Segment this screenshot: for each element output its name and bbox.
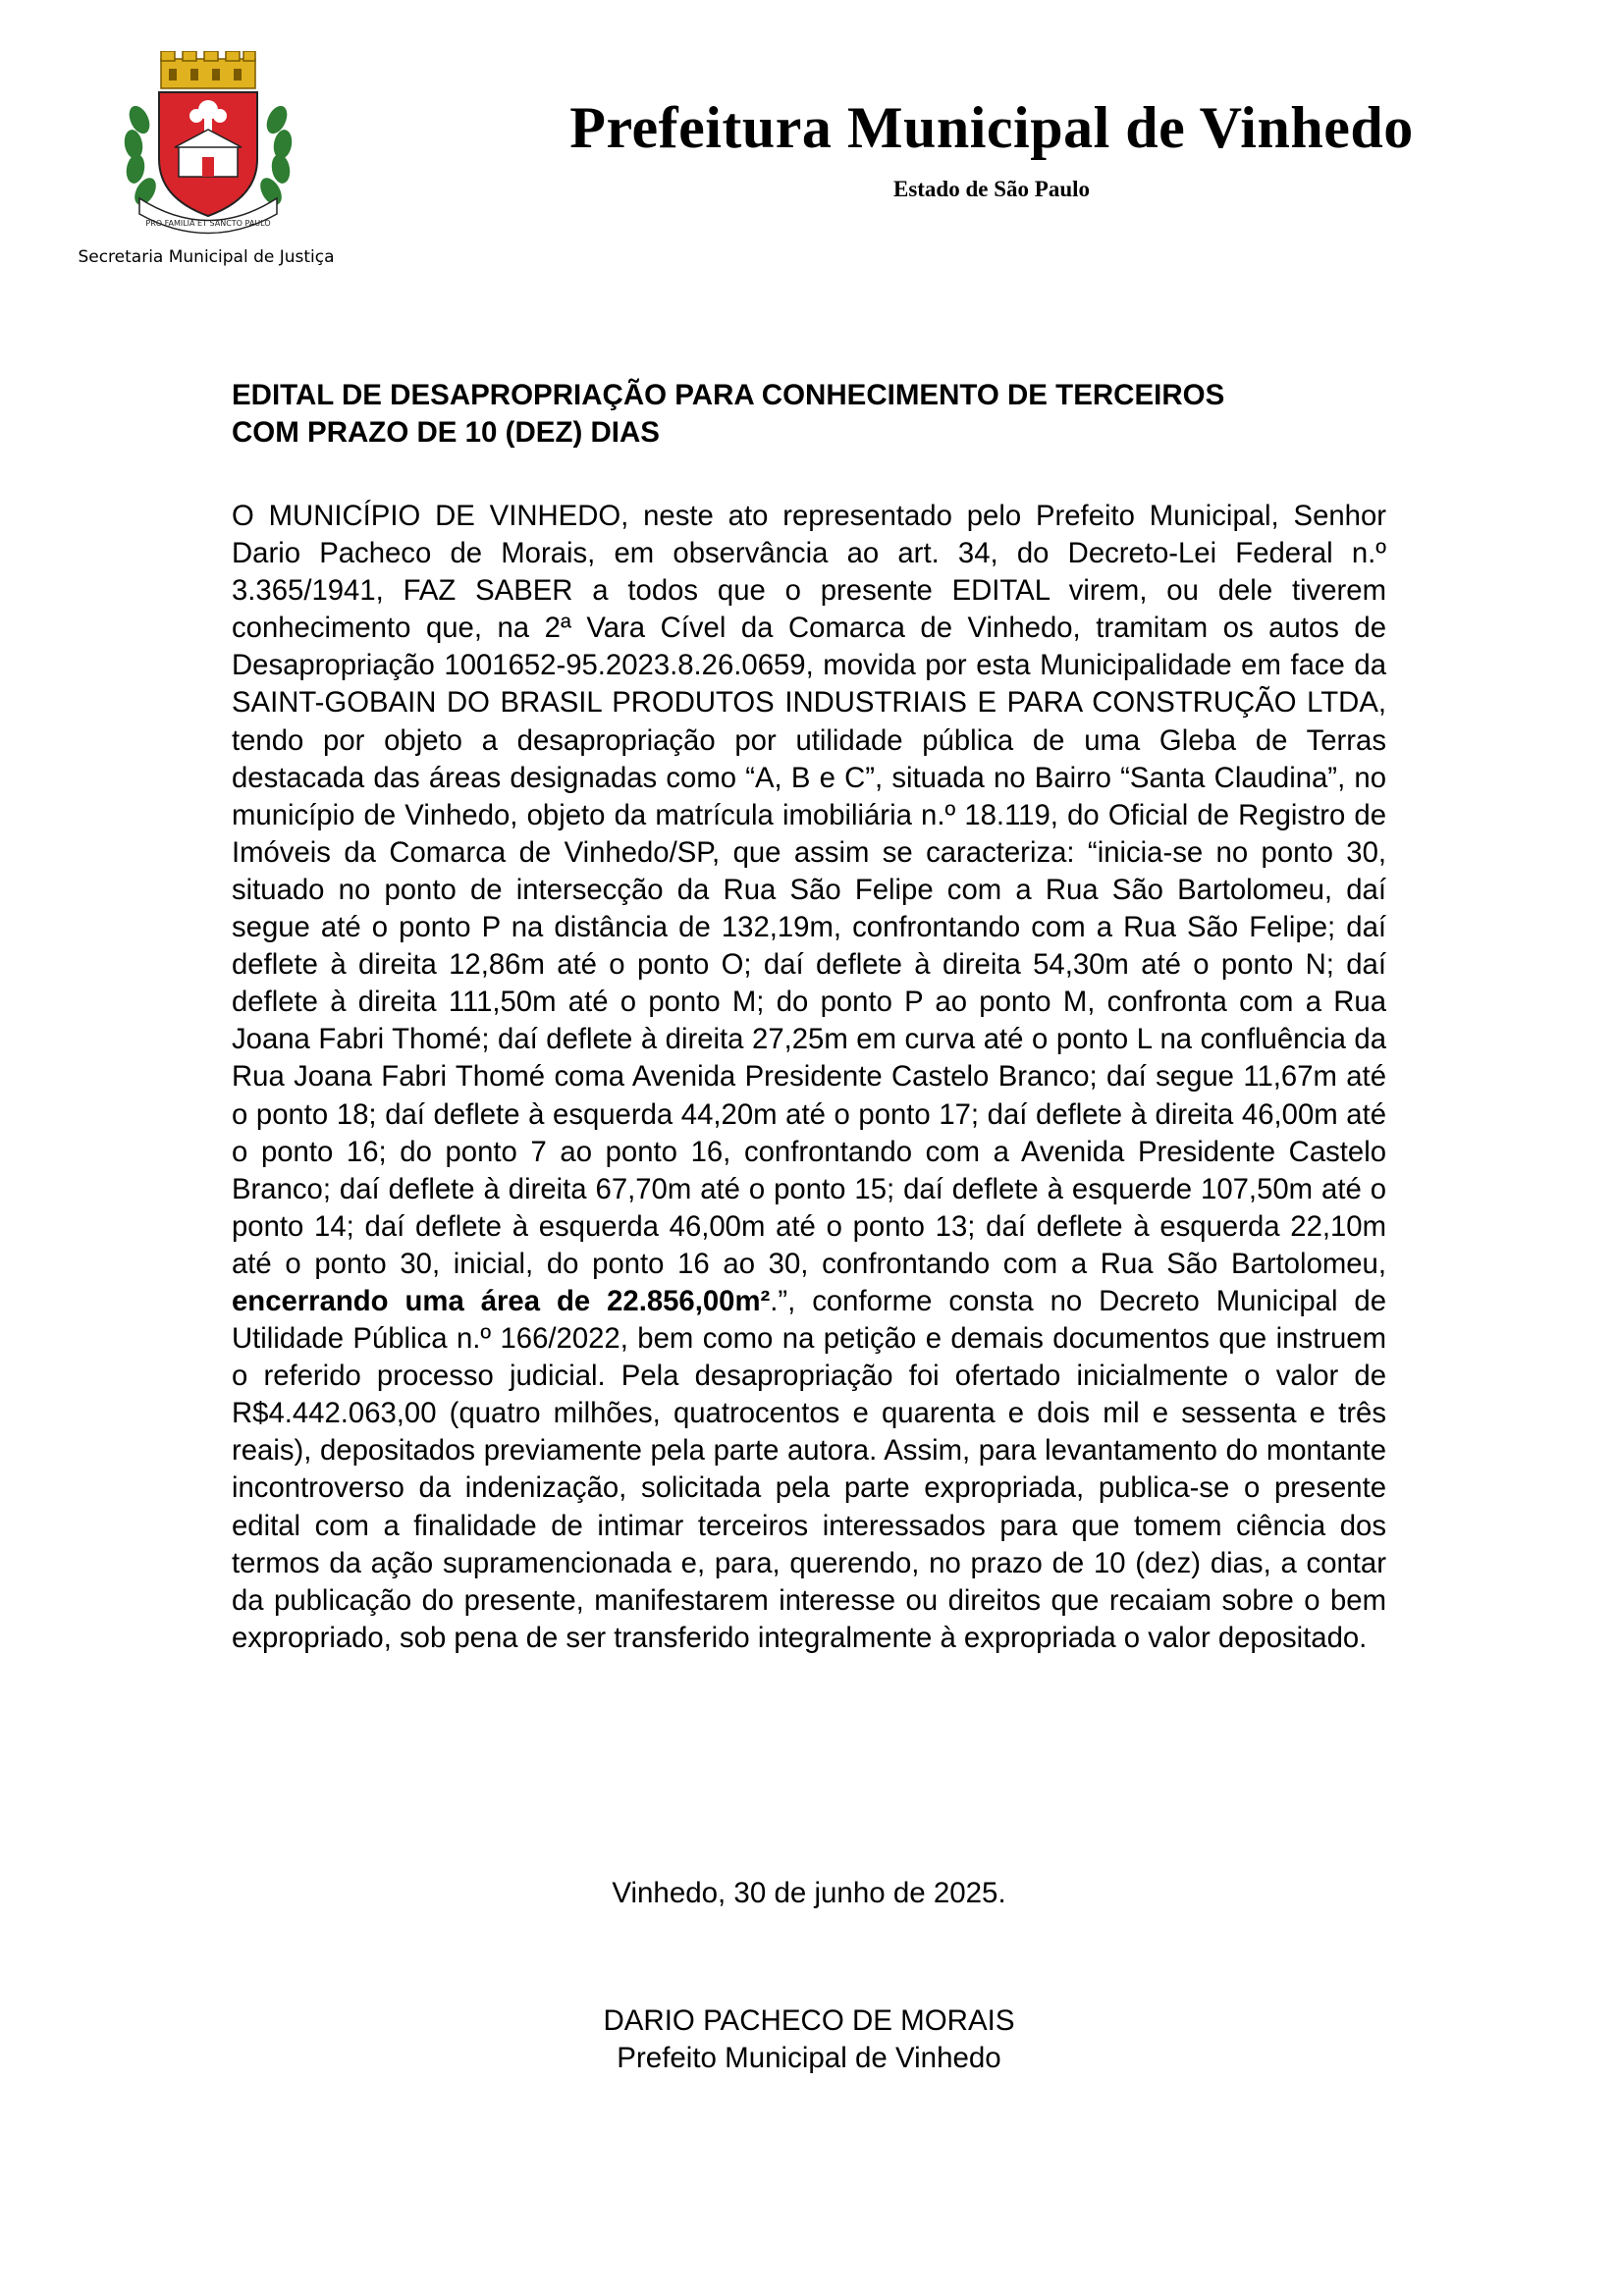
edital-title-line-1: EDITAL DE DESAPROPRIAÇÃO PARA CONHECIMENTO DE TERCEIROS [232, 379, 1225, 411]
signatory-name: DARIO PACHECO DE MORAIS [603, 2004, 1015, 2037]
signatory-role: Prefeito Municipal de Vinhedo [617, 2042, 1001, 2074]
edital-title-line-2: COM PRAZO DE 10 (DEZ) DIAS [232, 416, 660, 449]
edital-body [232, 498, 1386, 1657]
department-name: Secretaria Municipal de Justiça [78, 247, 335, 267]
municipal-coat-of-arms-icon [110, 51, 306, 238]
edital-body-area-highlight: encerrando uma área de 22.856,00m² [232, 1284, 771, 1317]
edital-title [232, 377, 1390, 452]
page-title: Prefeitura Municipal de Vinhedo [569, 95, 1414, 160]
page-subtitle: Estado de São Paulo [892, 177, 1090, 201]
crest-motto: PRO FAMILIA ET SANCTO PAULO [145, 219, 271, 228]
edital-body-part-2: .”, conforme consta no Decreto Municipal de Utilidade Pública n.º 166/2022, bem como na petição e demais documentos que instruem o referido processo judicial. Pela desapropriação foi ofertado inicialmente o valor de R$4.442.063,00 (quatro milhões, quatrocentos e quarenta e dois mil e sessenta e três reais), depositados previamente pela parte autora. Assim, para levantamento do montante incontroverso da indenização, solicitada pela parte expropriada, publica-se o presente edital com a finalidade de intimar terceiros interessados para que tomem ciência dos termos da ação supramencionada e, para, querendo, no prazo de 10 (dez) dias, a contar da publicação do presente, manifestarem interesse ou direitos que recaiam sobre o bem expropriado, sob pena de ser transferido integralmente à expropriada o valor depositado. [232, 1284, 1386, 1654]
edital-body-part-1: O MUNICÍPIO DE VINHEDO, neste ato representado pelo Prefeito Municipal, Senhor Dario Pacheco de Morais, em observância ao art. 34, do Decreto-Lei Federal n.º 3.365/1941, FAZ SABER a todos que o presente EDITAL virem, ou dele tiverem conhecimento que, na 2ª Vara Cível da Comarca de Vinhedo, tramitam os autos de Desapropriação 1001652-95.2023.8.26.0659, movida por esta Municipalidade em face da SAINT-GOBAIN DO BRASIL PRODUTOS INDUSTRIAIS E PARA CONSTRUÇÃO LTDA, tendo por objeto a desapropriação por utilidade pública de uma Gleba de Terras destacada das áreas designadas como “A, B e C”, situada no Bairro “Santa Claudina”, no município de Vinhedo, objeto da matrícula imobiliária n.º 18.119, do Oficial de Registro de Imóveis da Comarca de Vinhedo/SP, que assim se caracteriza: “inicia-se no ponto 30, situado no ponto de intersecção da Rua São Felipe com a Rua São Bartolomeu, daí segue até o ponto P na distância de 132,19m, confrontando com a Rua São Felipe; daí deflete à direita 12,86m até o ponto O; daí deflete à direita 54,30m até o ponto N; daí deflete à direita 111,50m até o ponto M; do ponto P ao ponto M, confronta com a Rua Joana Fabri Thomé; daí deflete à direita 27,25m em curva até o ponto L na confluência da Rua Joana Fabri Thomé coma Avenida Presidente Castelo Branco; daí segue 11,67m até o ponto 18; daí deflete à esquerda 44,20m até o ponto 17; daí deflete à direita 46,00m até o ponto 16; do ponto 7 ao ponto 16, confrontando com a Avenida Presidente Castelo Branco; daí deflete à direita 67,70m até o ponto 15; daí deflete à esquerde 107,50m até o ponto 14; daí deflete à esquerda 46,00m até o ponto 13; daí deflete à esquerda 22,10m até o ponto 30, inicial, do ponto 16 ao 30, confrontando com a Rua São Bartolomeu, [232, 500, 1386, 1280]
document-date: Vinhedo, 30 de junho de 2025. [612, 1877, 1006, 1909]
